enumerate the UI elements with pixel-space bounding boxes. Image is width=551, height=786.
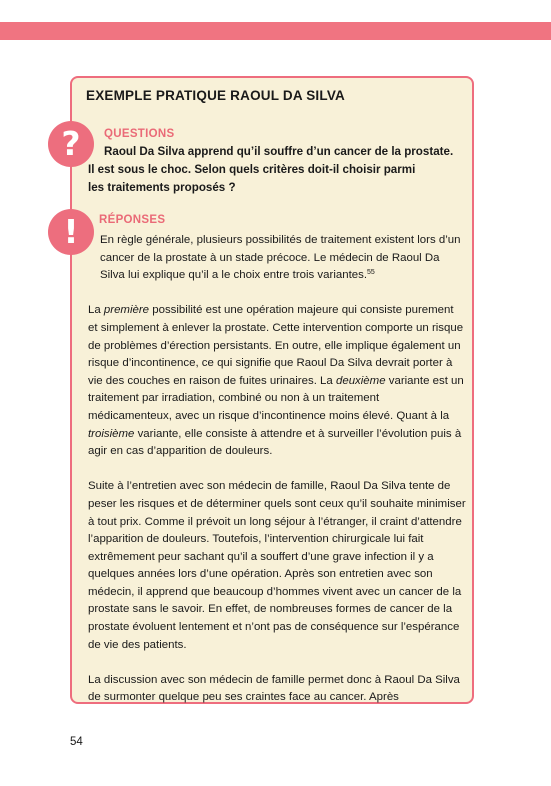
- answer-text: La: [88, 304, 104, 317]
- question-line: les traitements proposés ?: [88, 181, 236, 194]
- answer-paragraph: [88, 302, 466, 460]
- emphasis-text: deuxième: [335, 374, 386, 387]
- footnote-reference: 55: [367, 269, 375, 277]
- answer-text: possibilité est une opération majeure qui consiste purement et simplement à enlever la prostate. Cette intervention comporte un risque de problèmes d’érection persistants. En outre, elle implique également un risque d’incontinence, ce qui signifie que Raoul Da Silva devrait porter à vie des couches en raison de fuites urinaires. La: [88, 304, 464, 387]
- question-line: Il est sous le choc. Selon quels critères doit-il choisir parmi: [88, 163, 416, 176]
- answers-label: RÉPONSES: [99, 214, 166, 226]
- questions-label: QUESTIONS: [104, 128, 175, 140]
- exclamation-mark-icon: !: [48, 209, 94, 255]
- header-band: [0, 22, 551, 40]
- question-line: Raoul Da Silva apprend qu’il souffre d’un cancer de la prostate.: [104, 145, 454, 158]
- answer-paragraph: [88, 232, 466, 285]
- emphasis-text: troisième: [88, 427, 135, 440]
- question-text: [88, 143, 460, 197]
- answer-text: En règle générale, plusieurs possibilités de traitement existent lors d’un cancer de la prostate à un stade précoce. Le médecin de Raoul Da Silva lui explique qu’il a le choix entre trois variantes.: [100, 234, 461, 282]
- answer-paragraph: La discussion avec son médecin de famille permet donc à Raoul Da Silva de surmonter quelque peu ses craintes face au cancer. Après: [88, 673, 460, 704]
- emphasis-text: première: [103, 304, 150, 317]
- page-number: 54: [70, 736, 83, 748]
- box-title: EXEMPLE PRATIQUE RAOUL DA SILVA: [86, 88, 345, 103]
- question-mark-icon: ?: [48, 121, 94, 167]
- answer-paragraph: Suite à l’entretien avec son médecin de famille, Raoul Da Silva tente de peser les risques et de déterminer quels sont ceux qu’il souhaite minimiser à tout prix. Comme il prévoit un long séjour à l’étranger, il craint d’attendre l’apparition de douleurs. Toutefois, l’intervention chirurgicale lui fait extrêmement peur sachant qu’il a souffert d’une grave infection il y a quelques années lors d’une opération. Après son entretien avec son médecin, il apprend que beaucoup d’hommes vivent avec un cancer de la prostate sans le savoir. En effet, de nombreuses formes de cancer de la prostate évoluent lentement et n’ont pas de conséquence sur l’espérance de vie des patients.: [88, 480, 466, 651]
- answer-body: [88, 232, 466, 707]
- answer-text: variante, elle consiste à attendre et à surveiller l’évolution puis à agir en cas d’apparition de douleurs.: [88, 427, 462, 458]
- answer-text: variante est un traitement par irradiation, combiné ou non à un traitement médicamenteux, avec un risque d’incontinence moins élevé. Quant à la: [88, 374, 464, 422]
